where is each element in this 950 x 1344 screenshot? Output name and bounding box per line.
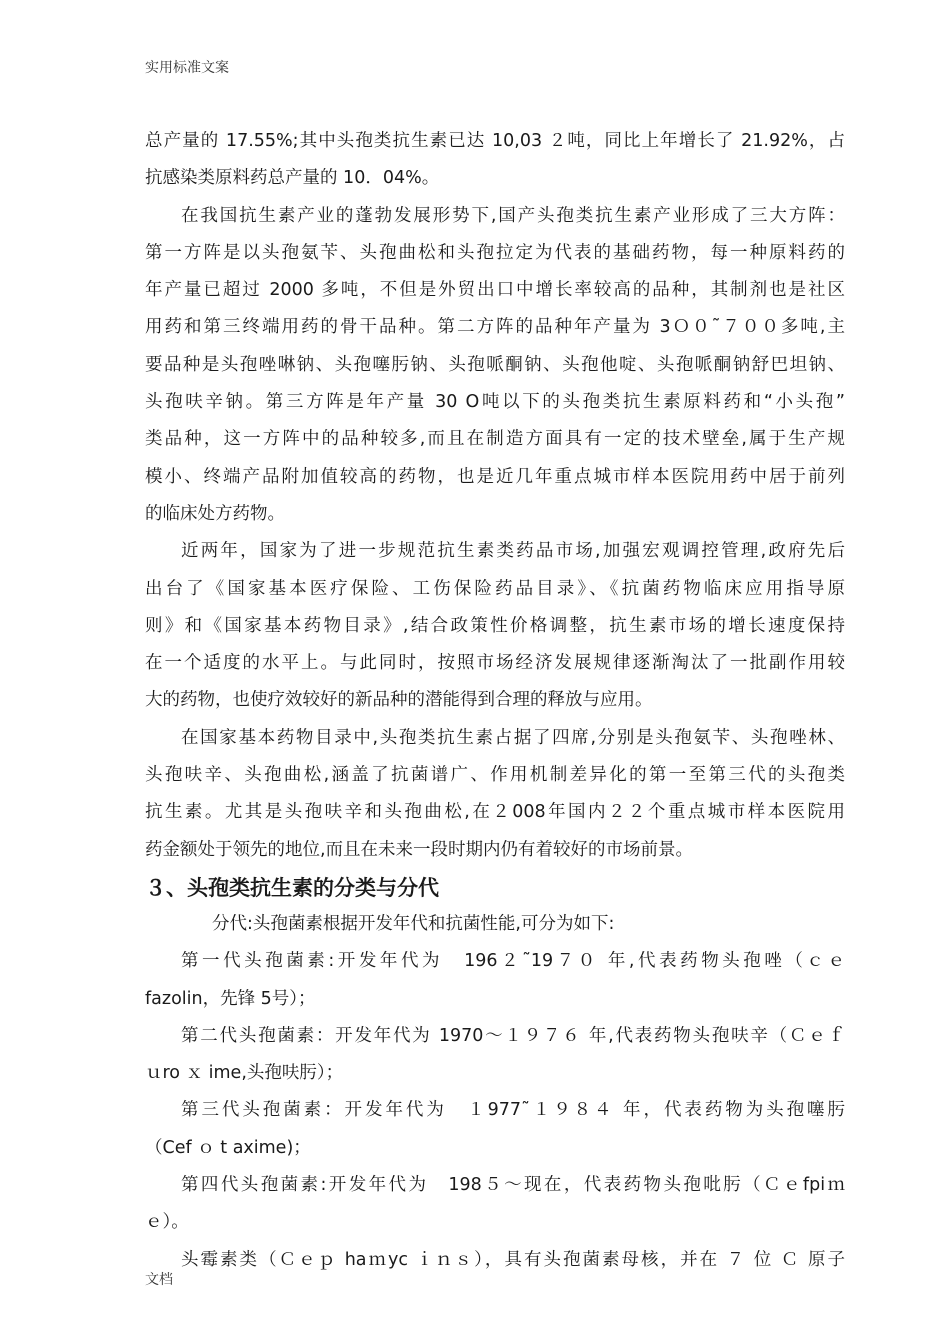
text-line: 药金额处于领先的地位,而且在未来一段时期内仍有着较好的市场前景。 (145, 839, 694, 860)
text-line: 模小、终端产品附加值较高的药物，也是近几年重点城市样本医院用药中居于前列 (145, 466, 845, 487)
text-line: 头孢呋辛钠。第三方阵是年产量 30 O吨以下的头孢类抗生素原料药和“小头孢” (145, 392, 845, 413)
section-heading: ３、头孢类抗生素的分类与分代 (145, 875, 439, 900)
text-line: 在一个适度的水平上。与此同时，按照市场经济发展规律逐渐淘汰了一批副作用较 (145, 653, 845, 674)
text-line: 第一方阵是以头孢氨苄、头孢曲松和头孢拉定为代表的基础药物，每一种原料药的 (145, 242, 845, 263)
text-line: fazolin，先锋 5号）； (145, 988, 316, 1009)
text-line: 年产量已超过 2000 多吨，不但是外贸出口中增长率较高的品种，其制剂也是社区 (145, 280, 845, 301)
paragraph-first-line: 头霉素类（Ｃｅｐ haｍyc ｉｎｓ），具有头孢菌素母核，并在 ７ 位 Ｃ 原子 (181, 1249, 845, 1270)
paragraph-first-line: 近两年，国家为了进一步规范抗生素类药品市场,加强宏观调控管理,政府先后 (181, 541, 845, 562)
paragraph-first-line: 第一代头孢菌素:开发年代为 196２˜19７０ 年,代表药物头孢唑（ｃｅ (181, 951, 845, 972)
text-line: （Cef ｏ t axime)； (145, 1137, 311, 1158)
text-line: 则》和《国家基本药物目录》,结合政策性价格调整，抗生素市场的增长速度保持 (145, 615, 845, 636)
document-body (145, 123, 845, 1279)
text-line: 要品种是头孢唑啉钠、头孢噻肟钠、头孢哌酮钠、头孢他啶、头孢哌酮钠舒巴坦钠、 (145, 354, 845, 375)
text-line: 抗感染类原料药总产量的 10．04%。 (145, 168, 440, 189)
text-line: 的临床处方药物。 (145, 503, 285, 524)
paragraph-first-line: 分代:头孢菌素根据开发年代和抗菌性能,可分为如下: (212, 913, 615, 934)
text-line: 用药和第三终端用药的骨干品种。第二方阵的品种年产量为 3Ｏ０˜７００多吨,主 (145, 317, 845, 338)
text-line: 总产量的 17.55%;其中头孢类抗生素已达 10,03 ２吨，同比上年增长了 21.92%，占 (145, 131, 845, 151)
text-line: 类品种，这一方阵中的品种较多,而且在制造方面具有一定的技术壁垒,属于生产规 (145, 429, 845, 450)
text-line: 头孢呋辛、头孢曲松,涵盖了抗菌谱广、作用机制差异化的第一至第三代的头孢类 (145, 765, 845, 786)
paragraph-first-line: 第三代头孢菌素：开发年代为 １977˜１９８４ 年，代表药物为头孢噻肟 (181, 1100, 845, 1121)
paragraph-first-line: 在国家基本药物目录中,头孢类抗生素占据了四席,分别是头孢氨苄、头孢唑林、 (181, 727, 845, 748)
page-header: 实用标准文案 (145, 60, 229, 76)
text-line: ｅ）。 (145, 1212, 189, 1233)
paragraph-first-line: 第二代头孢菌素：开发年代为 1970～１９７６ 年,代表药物头孢呋辛（Ｃｅｆ (181, 1025, 845, 1046)
text-line: 大的药物，也使疗效较好的新品种的潜能得到合理的释放与应用。 (145, 690, 653, 711)
paragraph-first-line: 在我国抗生素产业的蓬勃发展形势下,国产头孢类抗生素产业形成了三大方阵： (181, 205, 845, 226)
text-line: 抗生素。尤其是头孢呋辛和头孢曲松,在２008年国内２２个重点城市样本医院用 (145, 802, 845, 823)
page-footer: 文档 (145, 1272, 173, 1288)
text-line: ｕro ｘ ime,头孢呋肟）； (145, 1063, 344, 1084)
paragraph-first-line: 第四代头孢菌素:开发年代为 198５～现在，代表药物头孢吡肟（Ｃｅfpiｍ (181, 1175, 845, 1196)
text-line: 出台了《国家基本医疗保险、工伤保险药品目录》、《抗菌药物临床应用指导原 (145, 578, 845, 599)
